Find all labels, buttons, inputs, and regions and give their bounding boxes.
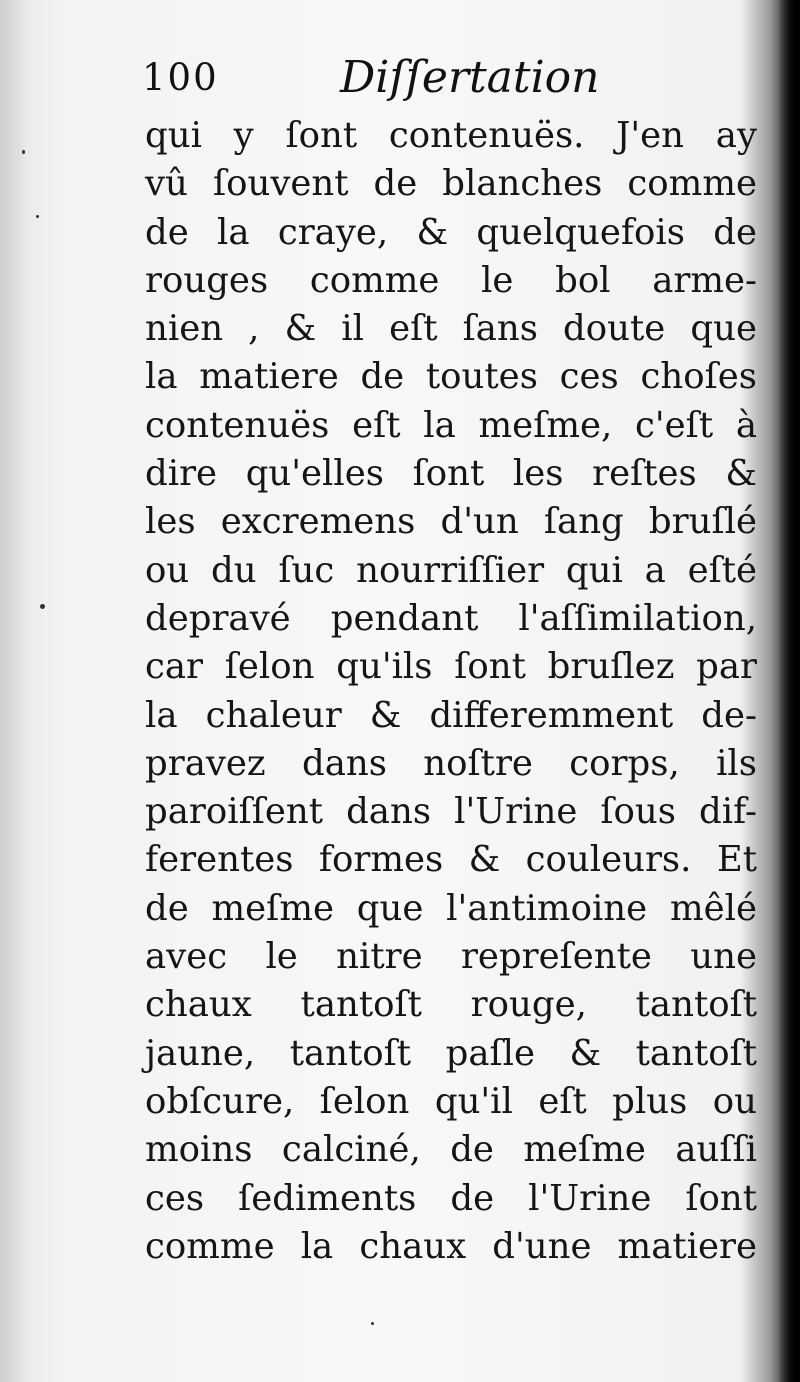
text-line: comme la chaux d'une matiere [145,1225,757,1267]
text-line: ou du ſuc nourriſſier qui a eſté [145,549,757,591]
text-line: ferentes formes & couleurs. Et [145,839,757,881]
text-line: depravé pendant l'aſſimilation, [145,597,757,639]
text-line: de la craye, & quelquefois de [145,211,757,253]
page-number: 100 [142,56,219,99]
text-line: ces ſediments de l'Urine ſont [145,1177,757,1219]
running-title: Diſſertation [340,52,600,103]
ink-speck [22,150,25,154]
text-line: la chaleur & differemment de- [145,694,757,736]
page-edge-shadow [778,0,800,1382]
text-line: moins calciné, de meſme auſſi [145,1129,757,1171]
text-line: dire qu'elles ſont les reſtes & [145,453,757,495]
ink-speck [371,1322,374,1325]
body-text [145,112,757,1271]
text-line: de meſme que l'antimoine mêlé [145,887,757,929]
text-line: vû ſouvent de blanches comme [145,163,757,205]
text-line: rouges comme le bol arme- [145,259,757,301]
text-line: paroiſſent dans l'Urine ſous dif- [145,791,757,833]
text-line: obſcure, ſelon qu'il eſt plus ou [145,1080,757,1122]
page-header [142,52,602,112]
text-line: les excremens d'un ſang bruſlé [145,501,757,543]
text-line: car ſelon qu'ils ſont bruſlez par [145,646,757,688]
ink-speck [40,604,45,609]
text-line: nien , & il eſt ſans doute que [145,308,757,350]
page-gutter-shadow [0,0,28,1382]
ink-speck [36,215,39,218]
text-line: qui y ſont contenuës. J'en ay [145,115,757,156]
text-line: jaune, tantoſt paſle & tantoſt [145,1032,757,1074]
text-line: la matiere de toutes ces choſes [145,356,757,398]
text-line: avec le nitre repreſente une [145,936,757,978]
text-line: contenuës eſt la meſme, c'eſt à [145,404,757,446]
text-line: pravez dans noſtre corps, ils [145,742,757,784]
text-line: chaux tantoſt rouge, tantoſt [145,984,757,1026]
